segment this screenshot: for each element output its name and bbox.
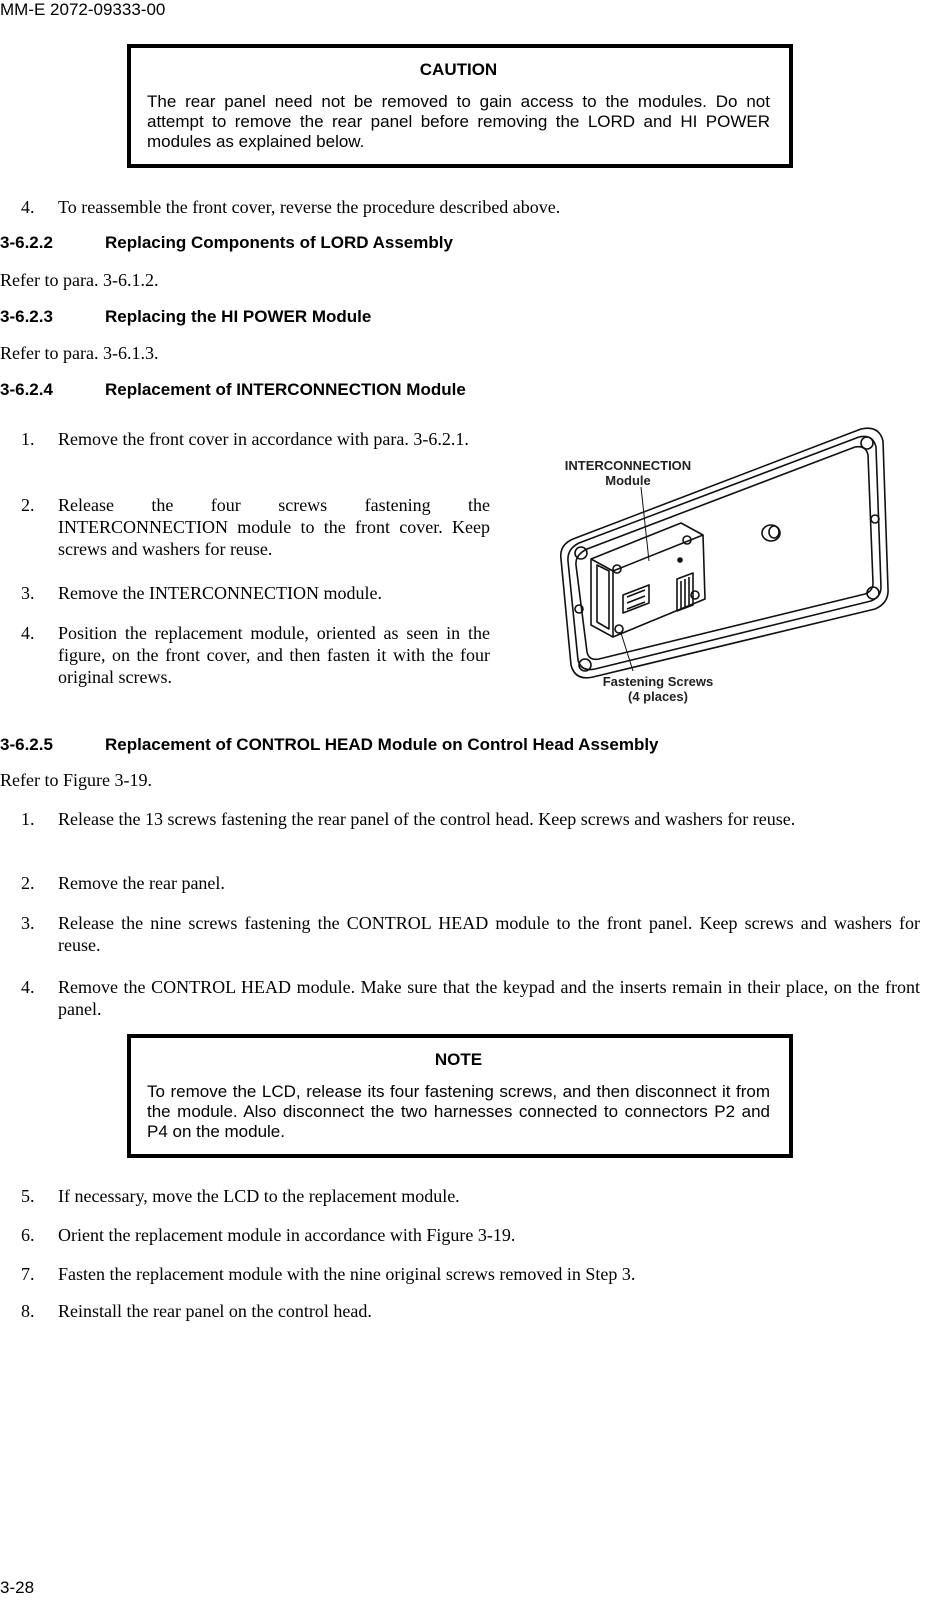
step-number: 3.: [21, 913, 35, 933]
section-title: Replacing Components of LORD Assembly: [105, 233, 453, 252]
step-text: If necessary, move the LCD to the replacement module.: [58, 1186, 460, 1206]
step-text: Remove the INTERCONNECTION module.: [58, 583, 382, 603]
section-number: 3-6.2.2: [0, 233, 53, 252]
section-heading-3-6-2-4: [0, 380, 466, 400]
section-number: 3-6.2.3: [0, 307, 53, 326]
section-reference: Refer to Figure 3-19.: [0, 770, 152, 790]
step-text: Release the 13 screws fastening the rear panel of the control head. Keep screws and washers for reuse.: [58, 809, 796, 829]
screws-callout-line2: (4 places): [628, 689, 688, 704]
note-title: NOTE: [434, 1050, 483, 1069]
caution-box: [127, 44, 793, 168]
section-number: 3-6.2.5: [0, 735, 53, 754]
step-text: Release the four screws fastening the INTERCONNECTION module to the front cover. Keep screws and washers for reuse.: [58, 495, 490, 559]
section-heading-3-6-2-3: [0, 307, 371, 327]
section-number: 3-6.2.4: [0, 380, 53, 399]
step-number: 4.: [21, 197, 35, 217]
section-reference: Refer to para. 3-6.1.3.: [0, 343, 159, 363]
module-callout-line1: INTERCONNECTION: [564, 458, 692, 473]
document-id: MM-E 2072-09333-00: [0, 0, 166, 19]
screws-callout-line1: Fastening Screws: [602, 674, 714, 689]
step-number: 4.: [21, 977, 35, 997]
note-text: To remove the LCD, release its four fastening screws, and then disconnect it from the module. Also disconnect the two harnesses connected to connectors P2 and P4 on the module.: [147, 1082, 770, 1141]
step-number: 3.: [21, 583, 35, 603]
step-number: 5.: [21, 1186, 35, 1206]
step-number: 7.: [21, 1264, 35, 1284]
module-callout-line2: Module: [605, 473, 651, 488]
screws-callout: [583, 674, 733, 704]
step-text: Reinstall the rear panel on the control head.: [58, 1301, 372, 1321]
step-text: Remove the front cover in accordance with para. 3-6.2.1.: [58, 429, 469, 449]
step-text: Fasten the replacement module with the nine original screws removed in Step 3.: [58, 1264, 636, 1284]
step-number: 2.: [21, 873, 35, 893]
step-text: Release the nine screws fastening the CONTROL HEAD module to the front panel. Keep screws and washers for reuse.: [58, 913, 920, 955]
interconnection-module-figure: [553, 419, 893, 719]
caution-text: The rear panel need not be removed to gain access to the modules. Do not attempt to remove the rear panel before removing the LORD and HI POWER modules as explained below.: [147, 92, 770, 151]
step-number: 1.: [21, 429, 35, 449]
module-callout: [553, 458, 703, 488]
step-number: 6.: [21, 1225, 35, 1245]
step-text: Remove the CONTROL HEAD module. Make sure that the keypad and the inserts remain in their place, on the front panel.: [58, 977, 920, 1019]
section-title: Replacement of CONTROL HEAD Module on Control Head Assembly: [105, 735, 659, 754]
section-title: Replacement of INTERCONNECTION Module: [105, 380, 466, 399]
step-number: 4.: [21, 623, 35, 643]
step-number: 1.: [21, 809, 35, 829]
step-text: Orient the replacement module in accordance with Figure 3-19.: [58, 1225, 516, 1245]
note-box: [127, 1034, 793, 1158]
caution-title: CAUTION: [419, 60, 498, 79]
page-number: 3-28: [0, 1578, 35, 1597]
section-heading-3-6-2-2: [0, 233, 453, 253]
step-text: Remove the rear panel.: [58, 873, 225, 893]
section-heading-3-6-2-5: [0, 735, 659, 755]
step-text: To reassemble the front cover, reverse the procedure described above.: [58, 197, 561, 217]
section-title: Replacing the HI POWER Module: [105, 307, 372, 326]
step-number: 2.: [21, 495, 35, 515]
step-text: Position the replacement module, oriented as seen in the figure, on the front cover, and then fasten it with the four original screws.: [58, 623, 490, 687]
section-reference: Refer to para. 3-6.1.2.: [0, 270, 159, 290]
step-number: 8.: [21, 1301, 35, 1321]
